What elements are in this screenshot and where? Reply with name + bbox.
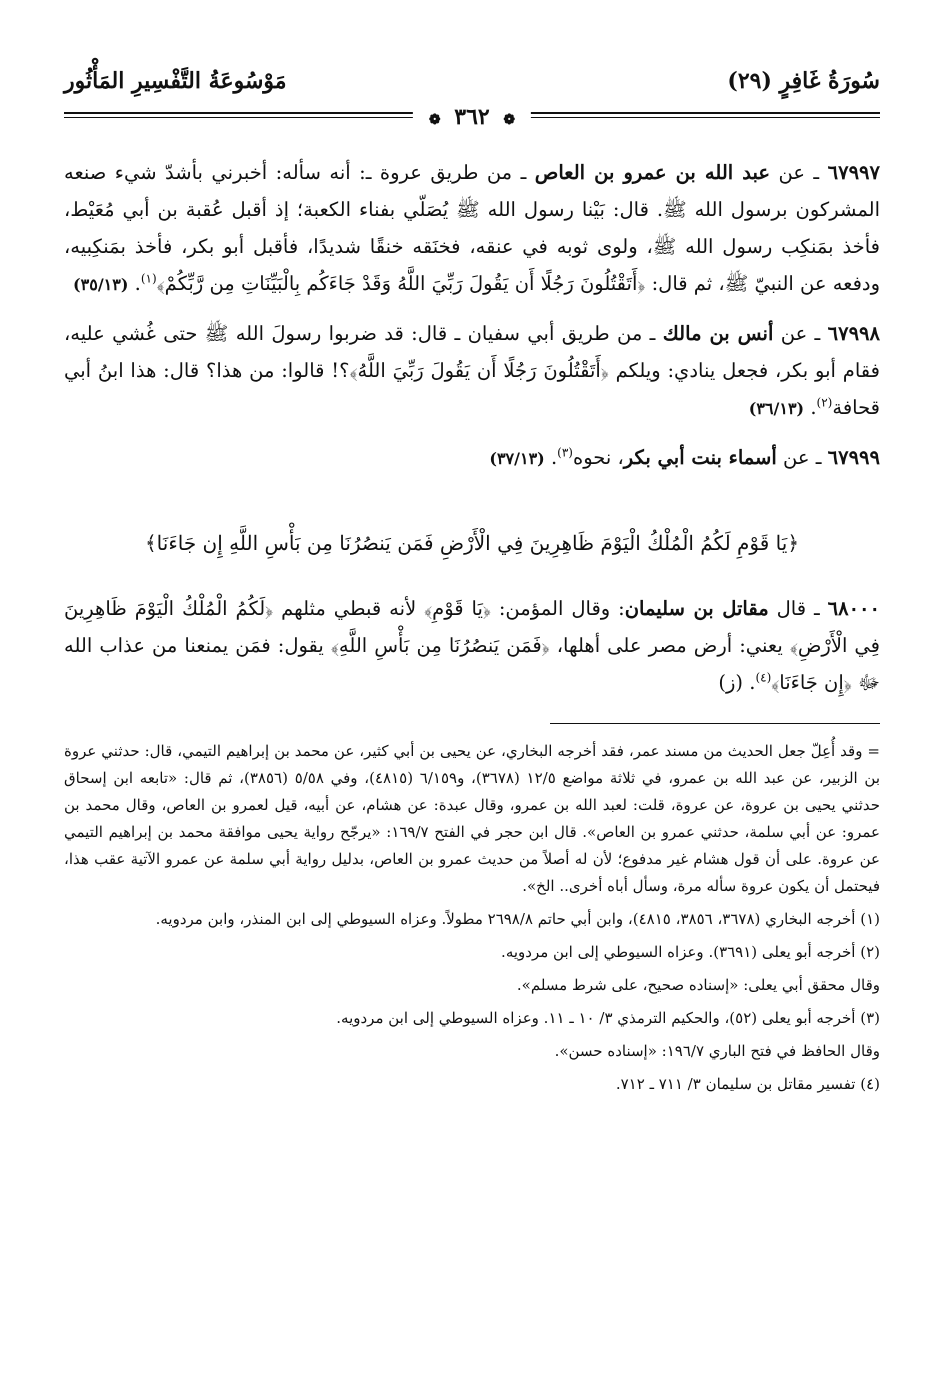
footnote-marker: (٢) [816,395,833,410]
footnote-separator [550,723,880,724]
page-number-box [413,104,531,130]
footnote: (٢) أخرجه أبو يعلى (٣٦٩١). وعزاه السيوطي إلى ابن مردويه. [501,943,880,961]
entry-text: ، نحوه [572,446,624,469]
narrator-name: أسماء بنت أبي بكر [623,446,777,469]
footnote-marker: (٣) [557,445,573,460]
narration-entry: ٦٧٩٩٩ ـ عن أسماء بنت أبي بكر، نحوه$^{(٣)}$. (٣٧/١٣) [489,445,880,469]
footnotes [64,738,880,1098]
footnote: وقال محقق أبي يعلى: «إسناده صحيح، على شرط مسلم». [516,976,880,994]
entry-number: ٦٧٩٩٩ [827,446,880,469]
volume-reference: (٣٥/١٣) [73,275,129,294]
footnote: = وقد أُعِلّ جعل الحديث من مسند عمر، فقد أخرجه البخاري، عن يحيى بن أبي كثير، عن محمد بن إبراهيم التيمي، قال: حدثني عروة بن الزبير، عن عبد الله بن عمرو، في ثلاثة مواضع ١٢/٥ (٣٦٧٨)، و٦/١٥٩ (٤٨١٥)، وفي ٥/٥٨ (٣٨٥٦)، ثم قال: «تابعه ابن إسحاق حدثني يحيى بن عروة، عن عروة، قلت: لعبد الله بن عمرو، وقال عبدة: عن هشام، عن أبيه، قيل لعمرو بن العاص، وقال محمد بن عمرو: عن أبي سلمة، حدثني عمرو بن العاص». قال ابن حجر في الفتح ١٦٩/٧: «يرجّح رواية يحيى موافقة محمد بن إبراهيم التيمي عن عروة. على أن قول هشام غير مدفوع؛ لأن له أصلاً من حديث عمرو بن العاص، بدليل رواية أبي سلمة عن عمرو الآتية عقب هذا، فيحتمل أن يكون عروة سأله مرة، وسأل أباه أخرى.. الخ». [64,742,881,895]
footnote-marker: (١) [140,271,157,286]
main-text [64,154,880,701]
footnote: وقال الحافظ في فتح الباري ١٩٦/٧: «إسناده حسن». [554,1042,880,1060]
footnote: (٣) أخرجه أبو يعلى (٥٢)، والحكيم الترمذي ٣/ ١٠ ـ ١١. وعزاه السيوطي إلى ابن مردويه. [336,1009,880,1027]
book-page [64,60,880,1104]
narration-entry: ٦٧٩٩٨ ـ عن أنس بن مالك ـ من طريق أبي سفيان ـ قال: قد ضربوا رسولَ الله ﷺ حتى غُشي عليه، فقام أبو بكر، فجعل ينادي: ويلكم ﴿أَتَقْتُلُونَ رَجُلًا أَن يَقُولَ رَبِّيَ اللَّهُ﴾؟! قالوا: من هذا؟ قال: هذا ابنُ أبي قحافة$^{(٢)}$. (٣٦/١٣) [64,322,880,419]
entry-number: ٦٨٠٠٠ [827,597,880,620]
source-tag: (ز) [718,671,744,694]
narration-entry: ٦٧٩٩٧ ـ عن عبد الله بن عمرو بن العاص ـ من طريق عروة ـ: أنه سأله: أخبرني بأشدّ شيء صنعه المشركون برسول الله ﷺ. قال: بَيْنا رسول الله ﷺ يُصَلّي بفناء الكعبة؛ إذ أقبل عُقبة بن أبي مُعَيْط، فأخذ بمَنكِب رسول الله ﷺ، ولوى ثوبه في عنقه، فخنَقه خنقًا شديدًا، فأقبل أبو بكر، فأخذ بمَنكِبيه، ودفعه عن النبيّ ﷺ، ثم قال: ﴿أَتَقْتُلُونَ رَجُلًا أَن يَقُولَ رَبِّيَ اللَّهُ وَقَدْ جَاءَكُم بِالْبَيِّنَاتِ مِن رَّبِّكُمْ﴾$^{(١)}$. (٣٥/١٣) [64,161,880,295]
entry-text: ـ من طريق عروة ـ: أنه سأله: أخبرني بأشدّ شيء صنعه المشركون برسول الله ﷺ. قال: بَيْنا رسول الله ﷺ يُصَلّي بفناء الكعبة؛ إذ أقبل عُقبة بن أبي مُعَيْط، فأخذ بمَنكِب رسول الله ﷺ، ولوى ثوبه في عنقه، فخنَقه خنقًا شديدًا، فأقبل أبو بكر، فأخذ بمَنكِبيه، ودفعه عن النبيّ ﷺ، ثم قال: ﴿أَتَقْتُلُونَ رَجُلًا أَن يَقُولَ رَبِّيَ اللَّهُ وَقَدْ جَاءَكُم بِالْبَيِّنَاتِ مِن رَّبِّكُمْ﴾ [64,161,880,295]
entry-number: ٦٧٩٩٧ [827,161,880,184]
running-header [64,60,880,130]
surah-title: سُورَةُ غَافِرٍ (٢٩) [727,68,880,94]
entry-connector: ـ قال [768,597,828,620]
entry-text: : وقال المؤمن: ﴿يَا قَوْمِ﴾ لأنه قبطي مثلهم ﴿لَكُمُ الْمُلْكُ الْيَوْمَ ظَاهِرِينَ فِي الْأَرْضِ﴾ يعني: أرض مصر على أهلها، ﴿فَمَن يَنصُرُنَا مِن بَأْسِ اللَّهِ﴾ يقول: فمَن يمنعنا من عذاب الله ﷻ ﴿إِن جَاءَنَا﴾ [64,597,880,694]
volume-reference: (٣٧/١٣) [489,449,545,468]
entry-text: ـ من طريق أبي سفيان ـ قال: قد ضربوا رسولَ الله ﷺ حتى غُشي عليه، فقام أبو بكر، فجعل ينادي: ويلكم ﴿أَتَقْتُلُونَ رَجُلًا أَن يَقُولَ رَبِّيَ اللَّهُ﴾؟! قالوا: من هذا؟ قال: هذا ابنُ أبي قحافة [64,322,880,419]
footnote: (٤) تفسير مقاتل بن سليمان ٣/ ٧١١ ـ ٧١٢. [615,1075,880,1093]
book-title: مَوْسُوعَةُ التَّفْسِيرِ المَأْثُور [64,68,287,94]
entry-connector: ـ عن [776,446,828,469]
volume-reference: (٣٦/١٣) [748,399,805,418]
page-number: ٣٦٢ [454,104,490,130]
entry-connector: ـ عن [773,322,828,345]
narrator-name: أنس بن مالك [662,322,774,345]
narration-entry: ٦٨٠٠٠ ـ قال مقاتل بن سليمان: وقال المؤمن: ﴿يَا قَوْمِ﴾ لأنه قبطي مثلهم ﴿لَكُمُ الْمُلْكُ الْيَوْمَ ظَاهِرِينَ فِي الْأَرْضِ﴾ يعني: أرض مصر على أهلها، ﴿فَمَن يَنصُرُنَا مِن بَأْسِ اللَّهِ﴾ يقول: فمَن يمنعنا من عذاب الله ﷻ ﴿إِن جَاءَنَا﴾$^{(٤)}$. (ز) [64,597,880,694]
entry-connector: ـ عن [770,161,828,184]
ornament-icon: ❁ [503,112,516,128]
entry-number: ٦٧٩٩٨ [827,322,880,345]
footnote: (١) أخرجه البخاري (٣٦٧٨، ٣٨٥٦، ٤٨١٥)، وابن أبي حاتم ٢٦٩٨/٨ مطولاً. وعزاه السيوطي إلى ابن المنذر، وابن مردويه. [155,910,880,928]
quran-verse-heading: ﴿يَا قَوْمِ لَكُمُ الْمُلْكُ الْيَوْمَ ظَاهِرِينَ فِي الْأَرْضِ فَمَن يَنصُرُنَا مِن بَأْسِ اللَّهِ إِن جَاءَنَا﴾ [144,531,800,555]
narrator-name: مقاتل بن سليمان [624,597,769,620]
narrator-name: عبد الله بن عمرو بن العاص [534,161,771,184]
footnote-marker: (٤) [755,670,772,685]
ornament-icon: ❁ [428,112,441,128]
